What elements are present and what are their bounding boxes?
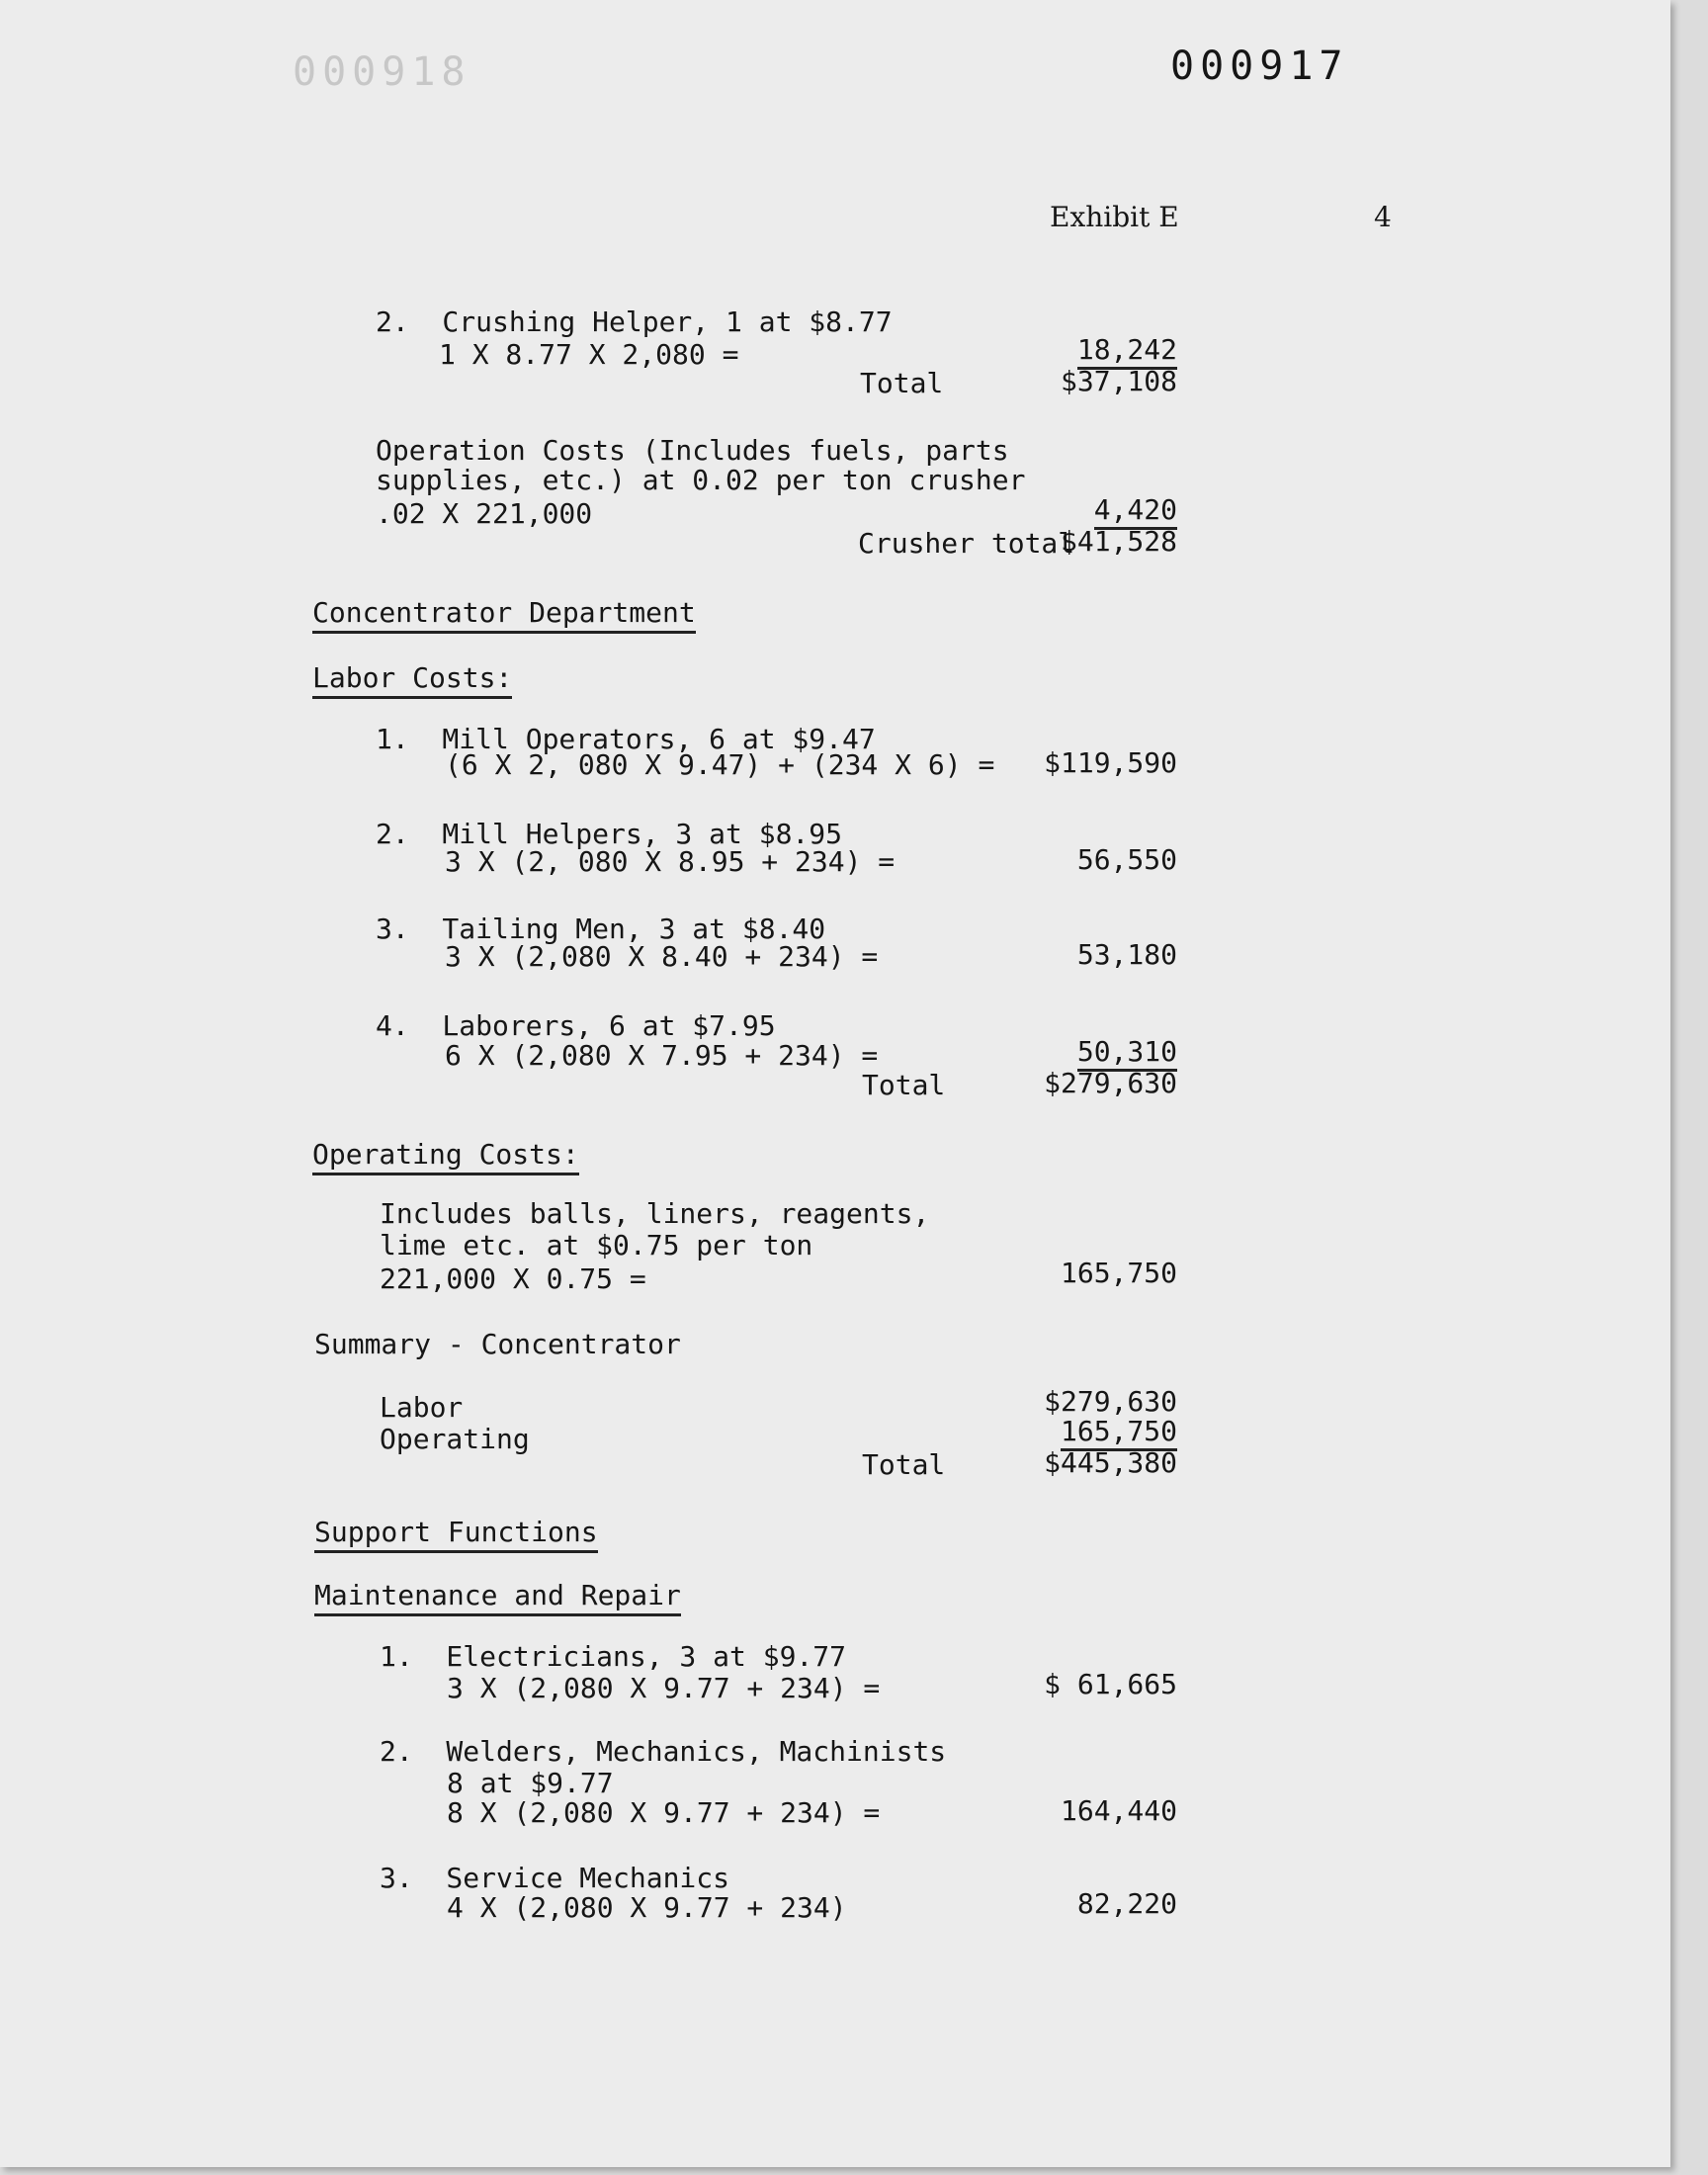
operating-costs-line-2: lime etc. at $0.75 per ton — [380, 1229, 813, 1262]
crushing-helper-calc: 1 X 8.77 X 2,080 = — [439, 338, 739, 371]
service-mechanics-calc: 4 X (2,080 X 9.77 + 234) — [447, 1891, 847, 1924]
electricians-calc: 3 X (2,080 X 9.77 + 234) = — [447, 1672, 881, 1704]
operating-costs-line-3: 221,000 X 0.75 = — [380, 1262, 646, 1295]
service-mechanics-title: 3. Service Mechanics — [380, 1862, 730, 1894]
summary-total-amount: $445,380 — [1044, 1446, 1177, 1479]
operation-costs-line-2: supplies, etc.) at 0.02 per ton crusher — [376, 464, 1026, 496]
tailing-men-calc: 3 X (2,080 X 8.40 + 234) = — [445, 940, 879, 973]
page-number: 4 — [1374, 201, 1392, 233]
operating-costs-heading: Operating Costs: — [312, 1138, 579, 1175]
welders-rate: 8 at $9.77 — [447, 1767, 614, 1799]
concentrator-department-heading: Concentrator Department — [312, 596, 696, 634]
concentrator-labor-total-amount: $279,630 — [1044, 1067, 1177, 1099]
crushing-helper-amount: 18,242 — [1077, 334, 1177, 370]
operation-costs-amount: 4,420 — [1094, 494, 1177, 530]
operation-costs-line-1: Operation Costs (Includes fuels, parts — [376, 434, 1009, 467]
summary-total-label: Total — [862, 1448, 946, 1481]
laborers-amount: 50,310 — [1077, 1036, 1177, 1072]
crusher-labor-total-label: Total — [860, 367, 944, 399]
welders-calc: 8 X (2,080 X 9.77 + 234) = — [447, 1796, 881, 1829]
electricians-title: 1. Electricians, 3 at $9.77 — [380, 1640, 847, 1673]
summary-labor-label: Labor — [380, 1391, 464, 1424]
mill-helpers-title: 2. Mill Helpers, 3 at $8.95 — [376, 818, 843, 850]
page-stamp: 000917 — [1170, 44, 1349, 89]
maintenance-repair-heading: Maintenance and Repair — [314, 1579, 681, 1616]
mill-operators-title: 1. Mill Operators, 6 at $9.47 — [376, 723, 876, 755]
summary-labor-amount: $279,630 — [1044, 1385, 1177, 1418]
mill-helpers-calc: 3 X (2, 080 X 8.95 + 234) = — [445, 845, 896, 878]
concentrator-labor-total-label: Total — [862, 1069, 946, 1101]
electricians-amount: $ 61,665 — [1044, 1668, 1177, 1700]
operating-costs-line-1: Includes balls, liners, reagents, — [380, 1197, 930, 1230]
crusher-labor-total-amount: $37,108 — [1060, 365, 1177, 397]
summary-concentrator-heading: Summary - Concentrator — [314, 1328, 681, 1360]
tailing-men-title: 3. Tailing Men, 3 at $8.40 — [376, 913, 826, 945]
operating-costs-amount: 165,750 — [1060, 1257, 1177, 1289]
tailing-men-amount: 53,180 — [1076, 938, 1177, 971]
crusher-total-amount: $41,528 — [1060, 525, 1177, 558]
summary-operating-amount: 165,750 — [1061, 1416, 1177, 1451]
summary-operating-label: Operating — [380, 1423, 530, 1455]
service-mechanics-amount: 82,220 — [1076, 1887, 1177, 1920]
crusher-total-label: Crusher total — [858, 527, 1075, 560]
laborers-title: 4. Laborers, 6 at $7.95 — [376, 1009, 776, 1042]
crushing-helper-title: 2. Crushing Helper, 1 at $8.77 — [376, 305, 893, 338]
operation-costs-line-3: .02 X 221,000 — [376, 497, 593, 530]
labor-costs-heading: Labor Costs: — [312, 661, 512, 699]
mill-operators-amount: $119,590 — [1044, 746, 1177, 779]
welders-amount: 164,440 — [1060, 1794, 1177, 1827]
support-functions-heading: Support Functions — [314, 1516, 598, 1553]
laborers-calc: 6 X (2,080 X 7.95 + 234) = — [445, 1039, 879, 1072]
mill-helpers-amount: 56,550 — [1076, 843, 1177, 876]
welders-title: 2. Welders, Mechanics, Machinists — [380, 1735, 947, 1768]
faded-page-stamp: 000918 — [293, 49, 471, 95]
mill-operators-calc: (6 X 2, 080 X 9.47) + (234 X 6) = — [445, 748, 995, 781]
exhibit-label: Exhibit E — [1050, 201, 1179, 233]
